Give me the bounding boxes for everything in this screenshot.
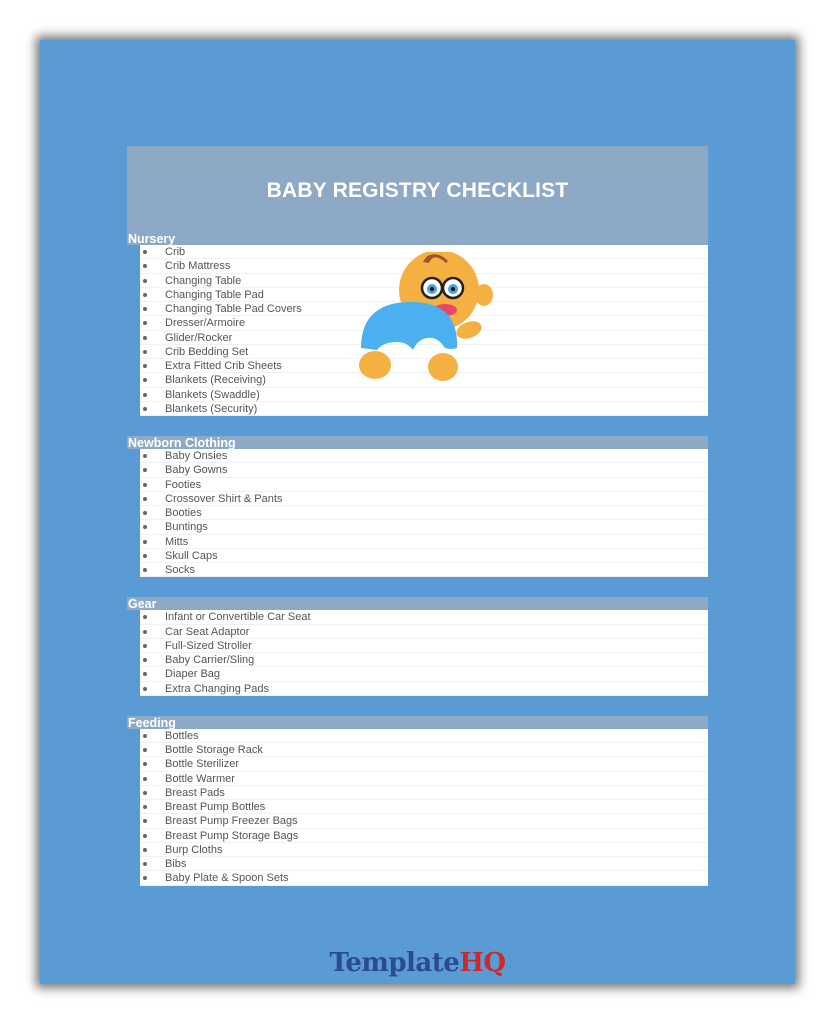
bullet-icon: [143, 658, 147, 662]
item-label: Breast Pads: [165, 786, 225, 799]
item-label: Bottles: [165, 729, 199, 742]
bullet-icon: [143, 762, 147, 766]
checklist-item: [140, 506, 708, 520]
section-gap: [127, 696, 708, 716]
bullet-icon: [143, 644, 147, 648]
item-label: Breast Pump Storage Bags: [165, 829, 299, 842]
bullet-icon: [143, 393, 147, 397]
item-label: Changing Table Pad Covers: [165, 303, 302, 315]
checklist-item: [140, 463, 708, 477]
checklist-item: [140, 800, 708, 814]
checklist-item: [140, 449, 708, 463]
bullet-icon: [143, 748, 147, 752]
item-label: Socks: [165, 564, 195, 576]
checklist-item: [140, 549, 708, 563]
checklist-item: [140, 757, 708, 771]
item-label: Crib Bedding Set: [165, 345, 249, 358]
checklist-item: [140, 535, 708, 549]
section-gap: [127, 577, 708, 597]
bullet-icon: [143, 805, 147, 809]
item-label: Baby Plate & Spoon Sets: [165, 872, 289, 885]
section-feeding: [127, 716, 708, 886]
bullet-icon: [143, 791, 147, 795]
section-title: Gear: [128, 597, 157, 612]
bullet-icon: [143, 848, 147, 852]
item-label: Changing Table Pad: [165, 288, 264, 301]
checklist-item: [140, 478, 708, 492]
item-label: Extra Fitted Crib Sheets: [165, 360, 282, 372]
checklist-item: [140, 520, 708, 534]
section-header: [127, 597, 708, 610]
item-label: Crib Mattress: [165, 260, 231, 273]
item-label: Changing Table: [165, 274, 242, 287]
checklist: [140, 729, 708, 886]
item-label: Crossover Shirt & Pants: [165, 492, 283, 505]
bullet-icon: [143, 378, 147, 382]
section-header: [127, 436, 708, 449]
checklist-item: [140, 743, 708, 757]
section-gear: [127, 597, 708, 696]
title-bar: [127, 146, 708, 232]
bullet-icon: [143, 250, 147, 254]
item-label: Baby Carrier/Sling: [165, 654, 255, 666]
checklist-item: [140, 653, 708, 667]
bullet-icon: [143, 819, 147, 823]
checklist-item: [140, 857, 708, 871]
checklist-item: [140, 388, 708, 402]
section-title: Feeding: [128, 715, 176, 730]
checklist-item: [140, 829, 708, 843]
logo-part-template: Template: [329, 948, 460, 978]
baby-illustration: [357, 252, 493, 386]
item-label: Burp Cloths: [165, 843, 223, 856]
checklist-item: [140, 639, 708, 653]
bullet-icon: [143, 687, 147, 691]
item-label: Skull Caps: [165, 549, 218, 562]
bullet-icon: [143, 511, 147, 515]
page-title: BABY REGISTRY CHECKLIST: [266, 179, 569, 202]
bullet-icon: [143, 293, 147, 297]
item-label: Extra Changing Pads: [165, 682, 269, 695]
checklist-item: [140, 814, 708, 828]
bullet-icon: [143, 734, 147, 738]
item-label: Footies: [165, 478, 202, 491]
checklist-item: [140, 729, 708, 743]
bullet-icon: [143, 862, 147, 866]
item-label: Bibs: [165, 858, 187, 870]
item-label: Infant or Convertible Car Seat: [165, 611, 311, 624]
bullet-icon: [143, 454, 147, 458]
checklist-item: [140, 772, 708, 786]
checklist-item: [140, 610, 708, 624]
bullet-icon: [143, 336, 147, 340]
bullet-icon: [143, 321, 147, 325]
checklist-item: [140, 492, 708, 506]
item-label: Blankets (Security): [165, 402, 258, 415]
bullet-icon: [143, 615, 147, 619]
templatehq-logo: [0, 948, 835, 978]
item-label: Car Seat Adaptor: [165, 625, 250, 638]
section-gap: [127, 416, 708, 436]
item-label: Glider/Rocker: [165, 331, 233, 344]
item-label: Booties: [165, 507, 202, 519]
bullet-icon: [143, 307, 147, 311]
checklist-item: [140, 786, 708, 800]
bullet-icon: [143, 407, 147, 411]
bullet-icon: [143, 483, 147, 487]
bullet-icon: [143, 364, 147, 368]
bullet-icon: [143, 350, 147, 354]
item-label: Breast Pump Freezer Bags: [165, 815, 298, 828]
section-title: Nursery: [128, 232, 176, 246]
checklist: [140, 610, 708, 696]
item-label: Mitts: [165, 535, 189, 548]
item-label: Breast Pump Bottles: [165, 801, 266, 813]
bullet-icon: [143, 279, 147, 283]
bullet-icon: [143, 525, 147, 529]
item-label: Blankets (Swaddle): [165, 388, 260, 401]
section-title: Newborn Clothing: [128, 436, 236, 450]
item-label: Baby Onsies: [165, 450, 228, 462]
bullet-icon: [143, 630, 147, 634]
section-header: [127, 716, 708, 729]
bullet-icon: [143, 777, 147, 781]
bullet-icon: [143, 876, 147, 880]
bullet-icon: [143, 554, 147, 558]
item-label: Diaper Bag: [165, 668, 221, 681]
item-label: Buntings: [165, 521, 208, 534]
item-label: Bottle Storage Rack: [165, 744, 263, 756]
checklist-item: [140, 871, 708, 885]
bullet-icon: [143, 497, 147, 501]
item-label: Blankets (Receiving): [165, 374, 266, 387]
logo-part-hq: HQ: [459, 948, 506, 978]
item-label: Bottle Sterilizer: [165, 758, 239, 771]
item-label: Bottle Warmer: [165, 772, 235, 785]
bullet-icon: [143, 672, 147, 676]
checklist-item: [140, 563, 708, 577]
checklist-item: [140, 625, 708, 639]
bullet-icon: [143, 468, 147, 472]
checklist-item: [140, 843, 708, 857]
item-label: Dresser/Armoire: [165, 317, 246, 330]
item-label: Crib: [165, 246, 186, 258]
section-newborn-clothing: [127, 436, 708, 577]
bullet-icon: [143, 568, 147, 572]
checklist: [140, 449, 708, 577]
checklist-item: [140, 402, 708, 416]
item-label: Baby Gowns: [165, 464, 228, 477]
item-label: Full-Sized Stroller: [165, 639, 252, 652]
bullet-icon: [143, 834, 147, 838]
checklist-item: [140, 682, 708, 696]
bullet-icon: [143, 264, 147, 268]
checklist-item: [140, 667, 708, 681]
bullet-icon: [143, 540, 147, 544]
section-header: [127, 232, 708, 245]
